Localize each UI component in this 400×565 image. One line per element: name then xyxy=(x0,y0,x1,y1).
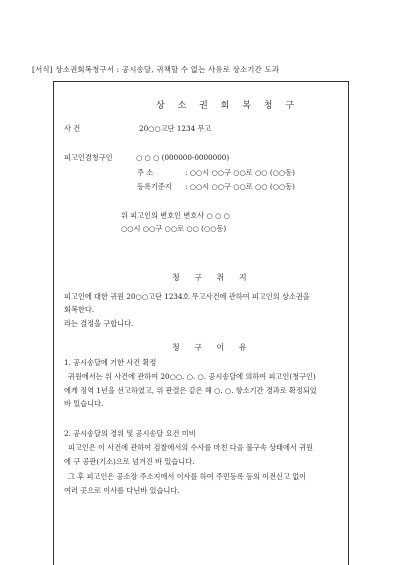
reason-1-line-3: 바 있습니다. xyxy=(64,399,104,408)
address-label: 주 소 xyxy=(137,168,154,177)
claimant-label: 피고인겸청구인 xyxy=(64,153,113,162)
reason-1-title: 1. 공시송달에 기한 사건 확정 xyxy=(64,358,157,367)
registered-label: 등록기준지 xyxy=(137,182,172,191)
purpose-line-3: 라는 결정을 구합니다. xyxy=(64,319,134,328)
reason-2-line-3: 그 후 피고인은 공소장 주소지에서 이사를 하여 주민등록 등의 이전신고 없이 xyxy=(68,472,307,481)
reason-1-line-1: 귀원에서는 위 사건에 관하여 20○○. ○. ○. 공시송달에 의하여 피고인(청구인) xyxy=(68,372,316,381)
reason-1-line-2: 에게 징역 1년을 선고하였고, 위 판결은 같은 해 ○. ○. 항소기간 경과로 확정되었 xyxy=(64,386,317,395)
purpose-line-2: 회복한다. xyxy=(64,305,95,314)
lawyer-address: ○○시 ○○구 ○○로 ○○ (○○동) xyxy=(121,224,227,233)
reason-2-line-4: 여러 곳으로 이사를 다닌바 있습니다. xyxy=(64,486,180,495)
purpose-line-1: 피고인에 대한 귀원 20○○고단 1234호 무고사건에 관하여 피고인의 상소권을 xyxy=(64,292,310,301)
lawyer-line: 위 피고인의 변호인 변호사 ○ ○ ○ xyxy=(121,211,230,220)
case-value: 20○○고단 1234 무고 xyxy=(139,124,212,133)
document-title: 상 소 권 회 복 청 구 xyxy=(156,101,300,111)
registered-value: : ○○시 ○○구 ○○로 ○○ (○○동) xyxy=(185,182,295,191)
reason-2-title: 2. 공시송달의 경위 및 공시송달 요건 미비 xyxy=(64,429,196,438)
reason-heading: 청 구 이 유 xyxy=(172,343,253,352)
address-value: : ○○시 ○○구 ○○로 ○○ (○○동) xyxy=(185,168,295,177)
reason-2-line-2: 에 구 공판(기소)으로 넘겨진 바 있습니다. xyxy=(64,457,195,466)
form-header: [서식] 상소권회복청구서 : 공시송달, 귀책할 수 없는 사유로 상소기간 도과 xyxy=(32,65,280,74)
claimant-name: ○ ○ ○ (000000-0000000) xyxy=(136,153,230,162)
purpose-heading: 청 구 취 지 xyxy=(172,273,253,282)
case-label: 사 건 xyxy=(64,124,81,133)
reason-2-line-1: 피고인은 이 사건에 관하여 검찰에서의 수사를 마친 다음 불구속 상태에서 귀원 xyxy=(68,443,314,452)
